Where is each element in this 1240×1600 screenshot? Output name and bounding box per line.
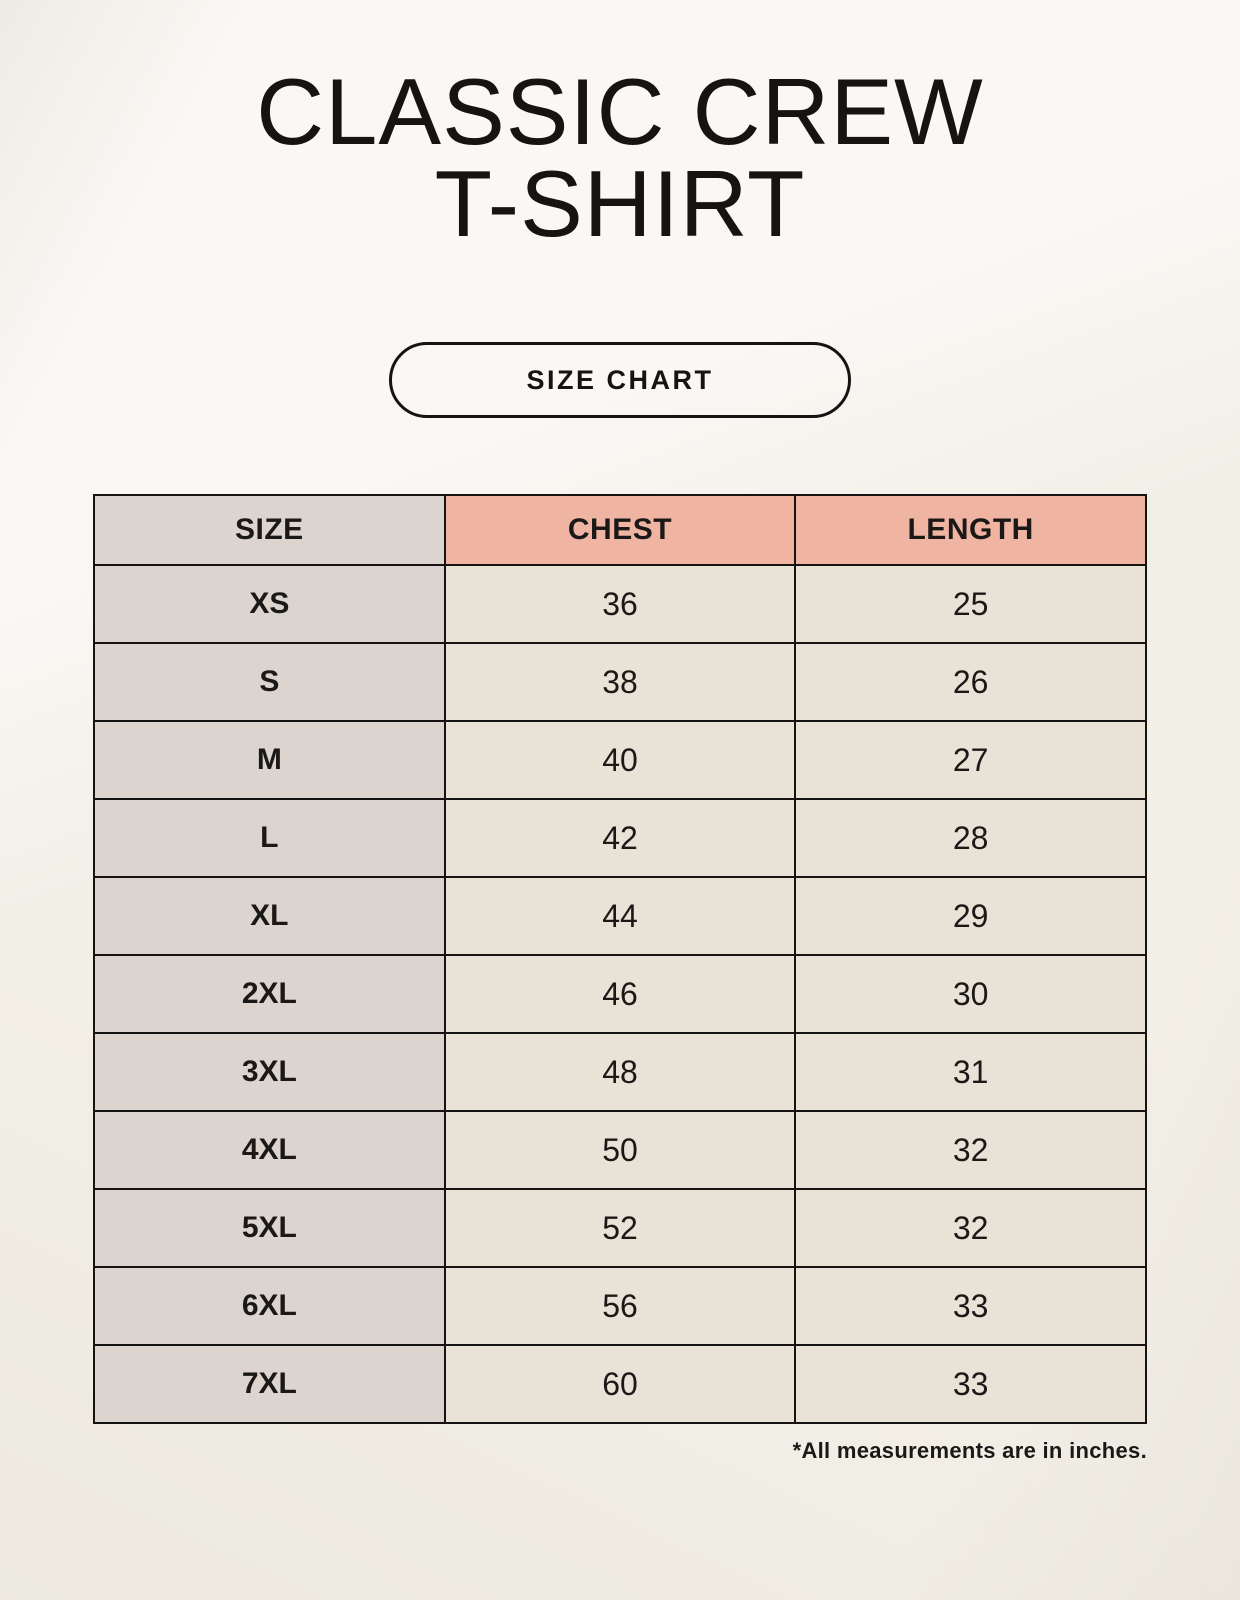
table-row	[94, 799, 1146, 877]
chest-cell: 38	[445, 643, 796, 721]
chest-cell: 50	[445, 1111, 796, 1189]
chest-cell: 52	[445, 1189, 796, 1267]
size-cell: S	[94, 643, 445, 721]
table-row	[94, 955, 1146, 1033]
size-cell: 7XL	[94, 1345, 445, 1423]
length-cell: 26	[795, 643, 1146, 721]
chest-cell: 56	[445, 1267, 796, 1345]
table-row	[94, 721, 1146, 799]
length-cell: 33	[795, 1345, 1146, 1423]
size-cell: 4XL	[94, 1111, 445, 1189]
table-row	[94, 1267, 1146, 1345]
header-cell-chest: CHEST	[445, 495, 796, 565]
length-cell: 30	[795, 955, 1146, 1033]
length-cell: 33	[795, 1267, 1146, 1345]
table-row	[94, 877, 1146, 955]
size-cell: 5XL	[94, 1189, 445, 1267]
table-row	[94, 643, 1146, 721]
length-cell: 27	[795, 721, 1146, 799]
size-cell: 3XL	[94, 1033, 445, 1111]
chest-cell: 46	[445, 955, 796, 1033]
page-title-line2: T-SHIRT	[434, 151, 806, 257]
size-chart-badge-label: SIZE CHART	[526, 364, 714, 395]
size-table	[93, 494, 1147, 1424]
length-cell: 32	[795, 1111, 1146, 1189]
table-row	[94, 1345, 1146, 1423]
measurements-footnote: *All measurements are in inches.	[792, 1438, 1147, 1464]
length-cell: 31	[795, 1033, 1146, 1111]
size-cell: 6XL	[94, 1267, 445, 1345]
length-cell: 29	[795, 877, 1146, 955]
length-cell: 25	[795, 565, 1146, 643]
chest-cell: 40	[445, 721, 796, 799]
table-row	[94, 1189, 1146, 1267]
table-row	[94, 1111, 1146, 1189]
page-title	[0, 59, 1240, 257]
chest-cell: 36	[445, 565, 796, 643]
length-cell: 28	[795, 799, 1146, 877]
size-cell: XL	[94, 877, 445, 955]
size-chart-badge	[389, 342, 851, 418]
table-header-row	[94, 495, 1146, 565]
chest-cell: 44	[445, 877, 796, 955]
size-cell: 2XL	[94, 955, 445, 1033]
table-row	[94, 1033, 1146, 1111]
header-cell-size: SIZE	[94, 495, 445, 565]
size-cell: XS	[94, 565, 445, 643]
length-cell: 32	[795, 1189, 1146, 1267]
table-row	[94, 565, 1146, 643]
page-title-line1: CLASSIC CREW	[256, 59, 984, 164]
size-cell: L	[94, 799, 445, 877]
size-cell: M	[94, 721, 445, 799]
chest-cell: 60	[445, 1345, 796, 1423]
chest-cell: 48	[445, 1033, 796, 1111]
header-cell-length: LENGTH	[795, 495, 1146, 565]
chest-cell: 42	[445, 799, 796, 877]
